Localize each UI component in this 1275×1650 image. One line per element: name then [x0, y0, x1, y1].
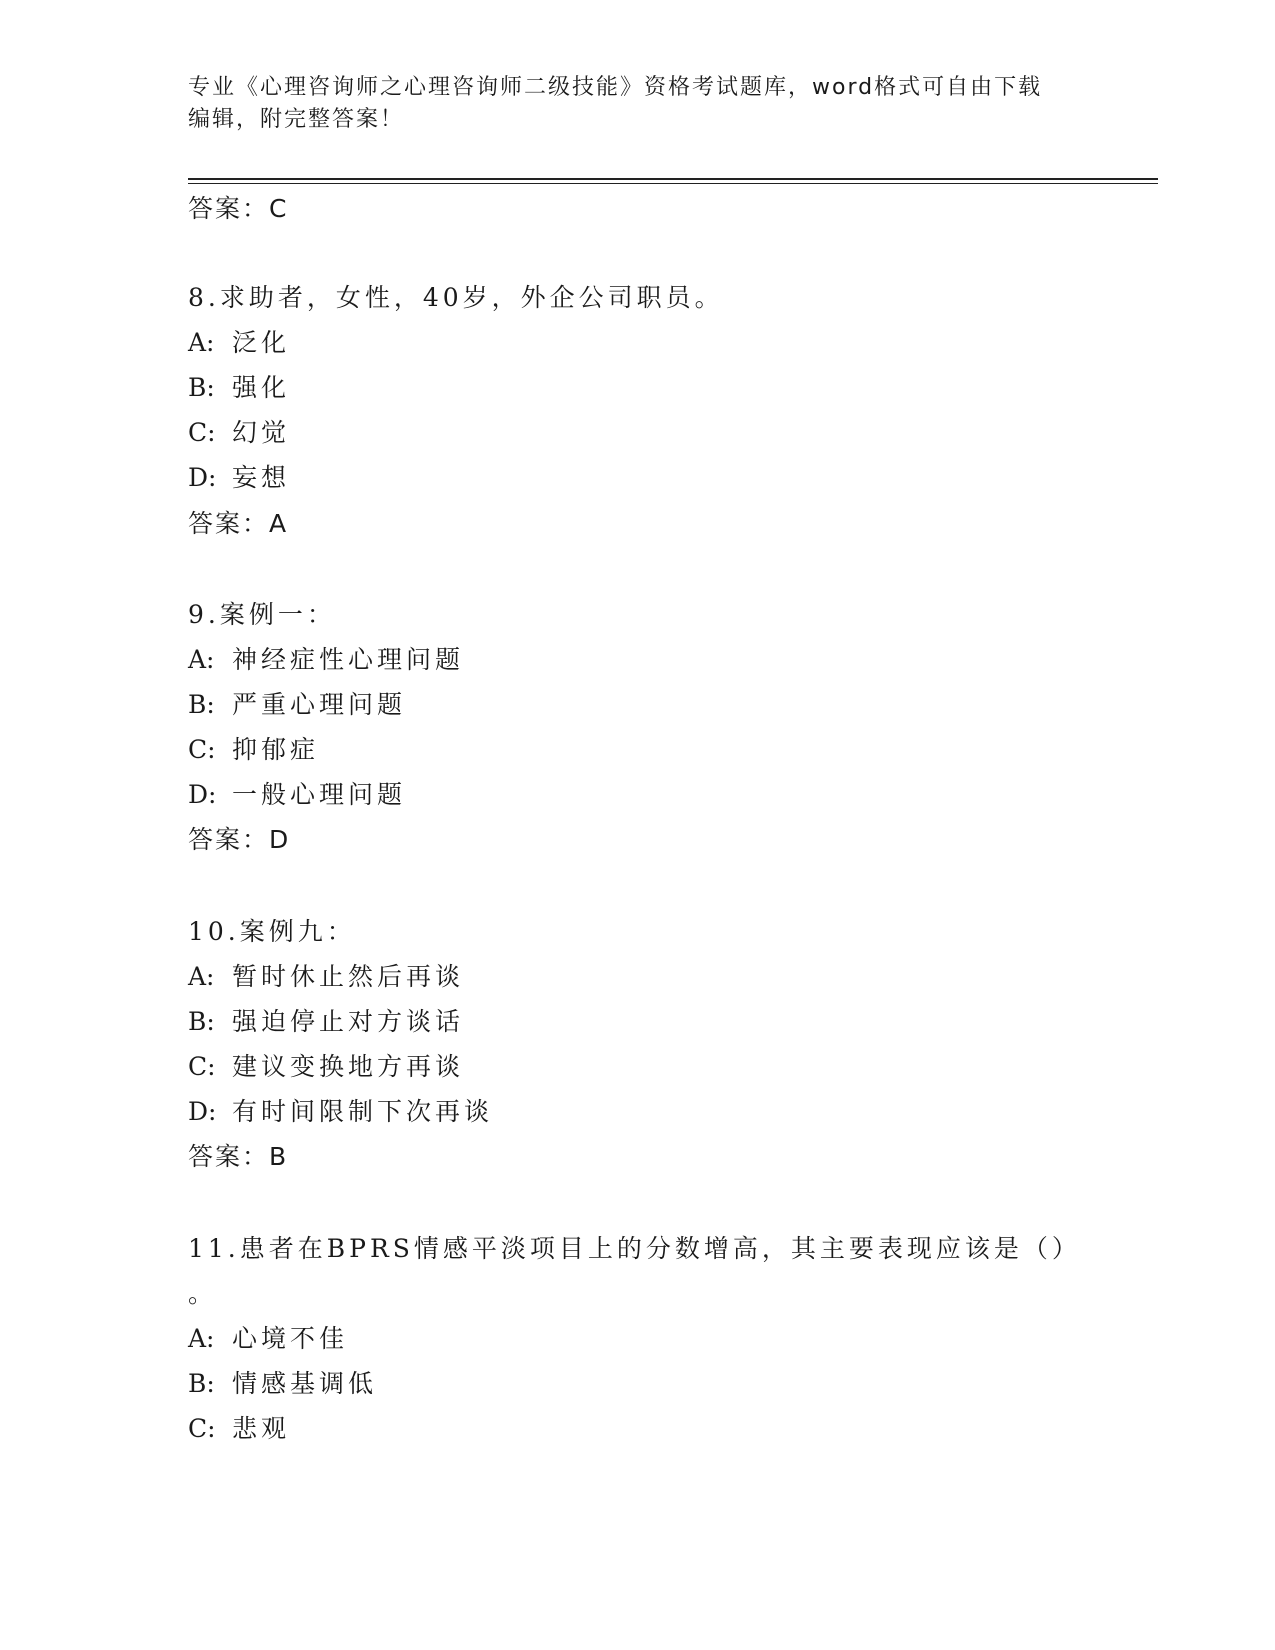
question-9-option-d: D: 一般心理问题 [188, 780, 407, 809]
question-11-stem-continued: 。 [188, 1279, 218, 1308]
question-9-answer: 答案：D [188, 825, 291, 854]
header-divider [188, 178, 1158, 180]
question-10-option-a: A: 暂时休止然后再谈 [188, 962, 465, 991]
document-header [188, 72, 1068, 136]
question-8-option-b: B: 强化 [188, 373, 291, 402]
question-8-option-d: D: 妄想 [188, 463, 291, 492]
question-11-option-a: A: 心境不佳 [188, 1324, 349, 1353]
question-10-option-c: C: 建议变换地方再谈 [188, 1052, 465, 1081]
question-10-answer: 答案：B [188, 1142, 289, 1171]
question-8-option-a: A: 泛化 [188, 328, 291, 357]
question-10-option-b: B: 强迫停止对方谈话 [188, 1007, 465, 1036]
question-10-option-d: D: 有时间限制下次再谈 [188, 1097, 494, 1126]
question-8-stem: 8.求助者，女性，40岁，外企公司职员。 [188, 283, 724, 312]
question-9-option-c: C: 抑郁症 [188, 735, 320, 764]
header-line-2: 编辑，附完整答案！ [188, 107, 405, 132]
question-11-option-c: C: 悲观 [188, 1414, 291, 1443]
question-10-stem: 10.案例九： [188, 917, 356, 946]
question-9-option-b: B: 严重心理问题 [188, 690, 407, 719]
question-11-option-b: B: 情感基调低 [188, 1369, 378, 1398]
question-8-option-c: C: 幻觉 [188, 418, 291, 447]
question-11-stem: 11.患者在BPRS情感平淡项目上的分数增高，其主要表现应该是（） [188, 1234, 1081, 1263]
header-divider-thin [188, 183, 1158, 184]
question-9-option-a: A: 神经症性心理问题 [188, 645, 465, 674]
question-8-answer: 答案：A [188, 509, 289, 538]
prev-answer: 答案：C [188, 194, 289, 223]
question-9-stem: 9.案例一： [188, 600, 336, 629]
header-line-1: 专业《心理咨询师之心理咨询师二级技能》资格考试题库，word格式可自由下载 [188, 75, 1043, 100]
